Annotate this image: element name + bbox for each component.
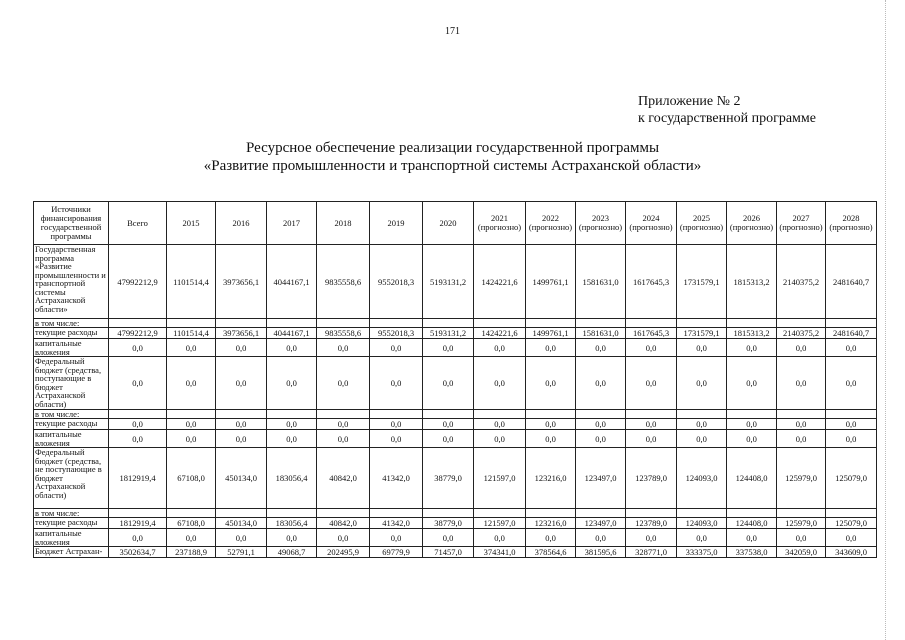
- value-cell: 123497,0: [576, 518, 626, 529]
- header-cell: 2025 (прогнозно): [677, 202, 727, 245]
- row-label: текущие расходы: [34, 328, 109, 339]
- value-cell: 0,0: [826, 419, 877, 430]
- value-cell: 41342,0: [370, 518, 423, 529]
- value-cell: 0,0: [576, 357, 626, 410]
- value-cell: 0,0: [526, 430, 576, 448]
- value-cell: 0,0: [109, 357, 167, 410]
- value-cell: 0,0: [677, 339, 727, 357]
- value-cell: 38779,0: [423, 518, 474, 529]
- value-cell: [626, 319, 677, 328]
- value-cell: [216, 410, 267, 419]
- row-label: в том числе:: [34, 410, 109, 419]
- value-cell: 0,0: [317, 357, 370, 410]
- table-row: [34, 410, 877, 419]
- value-cell: 0,0: [317, 430, 370, 448]
- value-cell: [777, 509, 826, 518]
- value-cell: 67108,0: [167, 448, 216, 509]
- document-title: [0, 139, 905, 175]
- value-cell: 0,0: [677, 357, 727, 410]
- value-cell: 237188,9: [167, 547, 216, 558]
- value-cell: 342059,0: [777, 547, 826, 558]
- row-label: в том числе:: [34, 509, 109, 518]
- header-cell: Источники финансирования государственной программы: [34, 202, 109, 245]
- table-row: [34, 448, 877, 509]
- value-cell: 0,0: [826, 430, 877, 448]
- value-cell: 0,0: [727, 357, 777, 410]
- value-cell: 0,0: [317, 339, 370, 357]
- resource-table: [33, 201, 877, 558]
- value-cell: 1812919,4: [109, 518, 167, 529]
- value-cell: 1617645,3: [626, 328, 677, 339]
- value-cell: 0,0: [576, 419, 626, 430]
- value-cell: 0,0: [677, 529, 727, 547]
- value-cell: 71457,0: [423, 547, 474, 558]
- value-cell: 9835558,6: [317, 245, 370, 319]
- value-cell: 3502634,7: [109, 547, 167, 558]
- row-label: Государственная программа «Развитие промышленности и транспортной системы Астраханской области»: [34, 245, 109, 319]
- value-cell: 123789,0: [626, 448, 677, 509]
- value-cell: [677, 410, 727, 419]
- value-cell: [423, 410, 474, 419]
- value-cell: 337538,0: [727, 547, 777, 558]
- value-cell: 49068,7: [267, 547, 317, 558]
- value-cell: 38779,0: [423, 448, 474, 509]
- value-cell: 0,0: [727, 339, 777, 357]
- value-cell: 0,0: [370, 529, 423, 547]
- row-label: текущие расходы: [34, 518, 109, 529]
- value-cell: 1581631,0: [576, 328, 626, 339]
- value-cell: [826, 509, 877, 518]
- value-cell: 0,0: [777, 339, 826, 357]
- value-cell: 0,0: [474, 529, 526, 547]
- value-cell: [727, 410, 777, 419]
- value-cell: 0,0: [423, 419, 474, 430]
- value-cell: 2140375,2: [777, 245, 826, 319]
- value-cell: [576, 319, 626, 328]
- header-cell: 2019: [370, 202, 423, 245]
- value-cell: 0,0: [526, 419, 576, 430]
- value-cell: 0,0: [474, 357, 526, 410]
- table-row: [34, 319, 877, 328]
- table-body: [34, 245, 877, 558]
- value-cell: 0,0: [370, 430, 423, 448]
- value-cell: [727, 319, 777, 328]
- value-cell: 0,0: [370, 339, 423, 357]
- value-cell: 9552018,3: [370, 245, 423, 319]
- value-cell: [370, 410, 423, 419]
- appendix-caption: [638, 93, 816, 127]
- value-cell: 121597,0: [474, 448, 526, 509]
- value-cell: 343609,0: [826, 547, 877, 558]
- value-cell: 5193131,2: [423, 245, 474, 319]
- row-label: капитальные вложения: [34, 529, 109, 547]
- table-row: [34, 547, 877, 558]
- value-cell: 1617645,3: [626, 245, 677, 319]
- value-cell: 47992212,9: [109, 245, 167, 319]
- value-cell: 0,0: [216, 419, 267, 430]
- value-cell: 123216,0: [526, 448, 576, 509]
- value-cell: 1581631,0: [576, 245, 626, 319]
- value-cell: 0,0: [474, 419, 526, 430]
- value-cell: 0,0: [727, 430, 777, 448]
- value-cell: 183056,4: [267, 448, 317, 509]
- row-label: Бюджет Астрахан-: [34, 547, 109, 558]
- value-cell: [423, 509, 474, 518]
- value-cell: 1499761,1: [526, 328, 576, 339]
- table-row: [34, 518, 877, 529]
- value-cell: 4044167,1: [267, 245, 317, 319]
- value-cell: 450134,0: [216, 518, 267, 529]
- value-cell: [526, 509, 576, 518]
- value-cell: 40842,0: [317, 448, 370, 509]
- table-row: [34, 339, 877, 357]
- value-cell: [267, 509, 317, 518]
- value-cell: [777, 410, 826, 419]
- value-cell: 125979,0: [777, 518, 826, 529]
- value-cell: 0,0: [109, 339, 167, 357]
- value-cell: 0,0: [267, 357, 317, 410]
- value-cell: [474, 509, 526, 518]
- table-row: [34, 430, 877, 448]
- value-cell: [370, 509, 423, 518]
- value-cell: 1101514,4: [167, 328, 216, 339]
- value-cell: [167, 319, 216, 328]
- value-cell: 0,0: [109, 419, 167, 430]
- value-cell: 4044167,1: [267, 328, 317, 339]
- value-cell: 0,0: [626, 419, 677, 430]
- value-cell: 47992212,9: [109, 328, 167, 339]
- value-cell: [109, 509, 167, 518]
- value-cell: 123789,0: [626, 518, 677, 529]
- table-row: [34, 245, 877, 319]
- value-cell: 0,0: [777, 529, 826, 547]
- value-cell: [267, 410, 317, 419]
- value-cell: 0,0: [216, 529, 267, 547]
- value-cell: 0,0: [167, 339, 216, 357]
- value-cell: 0,0: [167, 529, 216, 547]
- value-cell: 0,0: [216, 357, 267, 410]
- value-cell: 0,0: [826, 339, 877, 357]
- value-cell: 124408,0: [727, 518, 777, 529]
- row-label: текущие расходы: [34, 419, 109, 430]
- value-cell: 0,0: [626, 339, 677, 357]
- appendix-line-1: Приложение № 2: [638, 94, 741, 109]
- value-cell: 1815313,2: [727, 245, 777, 319]
- value-cell: 0,0: [423, 357, 474, 410]
- value-cell: [576, 509, 626, 518]
- value-cell: 202495,9: [317, 547, 370, 558]
- value-cell: [423, 319, 474, 328]
- header-cell: 2027 (прогнозно): [777, 202, 826, 245]
- value-cell: 0,0: [317, 419, 370, 430]
- value-cell: 0,0: [109, 430, 167, 448]
- header-cell: 2028 (прогнозно): [826, 202, 877, 245]
- value-cell: 0,0: [317, 529, 370, 547]
- value-cell: 0,0: [167, 419, 216, 430]
- value-cell: [626, 410, 677, 419]
- value-cell: 328771,0: [626, 547, 677, 558]
- row-label: в том числе:: [34, 319, 109, 328]
- row-label: капитальные вложения: [34, 339, 109, 357]
- value-cell: 1101514,4: [167, 245, 216, 319]
- value-cell: 0,0: [267, 529, 317, 547]
- value-cell: 0,0: [109, 529, 167, 547]
- value-cell: [317, 509, 370, 518]
- value-cell: 0,0: [677, 419, 727, 430]
- value-cell: [626, 509, 677, 518]
- value-cell: 0,0: [727, 529, 777, 547]
- table-row: [34, 328, 877, 339]
- value-cell: 0,0: [677, 430, 727, 448]
- value-cell: 1499761,1: [526, 245, 576, 319]
- value-cell: 2481640,7: [826, 245, 877, 319]
- table-row: [34, 357, 877, 410]
- value-cell: 0,0: [826, 357, 877, 410]
- value-cell: 67108,0: [167, 518, 216, 529]
- value-cell: 3973656,1: [216, 328, 267, 339]
- value-cell: 0,0: [474, 430, 526, 448]
- value-cell: [826, 410, 877, 419]
- header-cell: 2020: [423, 202, 474, 245]
- value-cell: 0,0: [576, 430, 626, 448]
- value-cell: 381595,6: [576, 547, 626, 558]
- value-cell: 0,0: [777, 357, 826, 410]
- value-cell: [826, 319, 877, 328]
- value-cell: [109, 319, 167, 328]
- value-cell: [474, 410, 526, 419]
- value-cell: [677, 319, 727, 328]
- value-cell: 0,0: [216, 430, 267, 448]
- value-cell: 0,0: [526, 357, 576, 410]
- table-row: [34, 509, 877, 518]
- value-cell: [526, 319, 576, 328]
- value-cell: 333375,0: [677, 547, 727, 558]
- value-cell: 1731579,1: [677, 245, 727, 319]
- value-cell: [727, 509, 777, 518]
- value-cell: 0,0: [370, 357, 423, 410]
- header-cell: 2017: [267, 202, 317, 245]
- value-cell: [317, 410, 370, 419]
- value-cell: 0,0: [576, 529, 626, 547]
- value-cell: 124093,0: [677, 518, 727, 529]
- value-cell: 183056,4: [267, 518, 317, 529]
- title-line-1: Ресурсное обеспечение реализации государственной программы: [245, 140, 660, 156]
- value-cell: 2481640,7: [826, 328, 877, 339]
- value-cell: 125079,0: [826, 518, 877, 529]
- value-cell: [777, 319, 826, 328]
- value-cell: 0,0: [474, 339, 526, 357]
- value-cell: 1424221,6: [474, 245, 526, 319]
- value-cell: [474, 319, 526, 328]
- header-cell: 2022 (прогнозно): [526, 202, 576, 245]
- value-cell: 124408,0: [727, 448, 777, 509]
- value-cell: 0,0: [423, 339, 474, 357]
- value-cell: [216, 319, 267, 328]
- row-label: Федеральный бюджет (средства, поступающие в бюджет Астраханской области): [34, 357, 109, 410]
- value-cell: 1812919,4: [109, 448, 167, 509]
- value-cell: 0,0: [370, 419, 423, 430]
- value-cell: 0,0: [423, 529, 474, 547]
- value-cell: 0,0: [777, 419, 826, 430]
- value-cell: 125979,0: [777, 448, 826, 509]
- header-cell: 2023 (прогнозно): [576, 202, 626, 245]
- value-cell: [167, 509, 216, 518]
- value-cell: 0,0: [267, 419, 317, 430]
- value-cell: [317, 319, 370, 328]
- value-cell: 1731579,1: [677, 328, 727, 339]
- appendix-line-2: к государственной программе: [638, 111, 816, 126]
- value-cell: 374341,0: [474, 547, 526, 558]
- value-cell: [109, 410, 167, 419]
- table-header-row: [34, 202, 877, 245]
- value-cell: 0,0: [167, 430, 216, 448]
- header-cell: 2016: [216, 202, 267, 245]
- value-cell: [526, 410, 576, 419]
- value-cell: 125079,0: [826, 448, 877, 509]
- value-cell: 0,0: [626, 357, 677, 410]
- value-cell: 5193131,2: [423, 328, 474, 339]
- value-cell: 0,0: [267, 339, 317, 357]
- value-cell: 9835558,6: [317, 328, 370, 339]
- value-cell: 0,0: [526, 339, 576, 357]
- row-label: капитальные вложения: [34, 430, 109, 448]
- value-cell: 0,0: [626, 430, 677, 448]
- value-cell: [216, 509, 267, 518]
- value-cell: 0,0: [576, 339, 626, 357]
- header-cell: 2018: [317, 202, 370, 245]
- value-cell: 0,0: [167, 357, 216, 410]
- value-cell: [167, 410, 216, 419]
- value-cell: 0,0: [777, 430, 826, 448]
- value-cell: 0,0: [267, 430, 317, 448]
- page-number: 171: [445, 26, 460, 37]
- value-cell: [370, 319, 423, 328]
- value-cell: 121597,0: [474, 518, 526, 529]
- value-cell: [576, 410, 626, 419]
- header-cell: 2024 (прогнозно): [626, 202, 677, 245]
- value-cell: 378564,6: [526, 547, 576, 558]
- value-cell: 9552018,3: [370, 328, 423, 339]
- value-cell: 1815313,2: [727, 328, 777, 339]
- page-edge-line: [885, 0, 886, 640]
- value-cell: 0,0: [423, 430, 474, 448]
- header-cell: 2021 (прогнозно): [474, 202, 526, 245]
- table-row: [34, 529, 877, 547]
- value-cell: [677, 509, 727, 518]
- value-cell: 0,0: [626, 529, 677, 547]
- value-cell: 123497,0: [576, 448, 626, 509]
- value-cell: 0,0: [526, 529, 576, 547]
- value-cell: 0,0: [826, 529, 877, 547]
- table-row: [34, 419, 877, 430]
- value-cell: 52791,1: [216, 547, 267, 558]
- value-cell: 124093,0: [677, 448, 727, 509]
- value-cell: [267, 319, 317, 328]
- value-cell: 3973656,1: [216, 245, 267, 319]
- value-cell: 69779,9: [370, 547, 423, 558]
- value-cell: 123216,0: [526, 518, 576, 529]
- row-label: Федеральный бюджет (средства, не поступающие в бюджет Астраханской области): [34, 448, 109, 509]
- value-cell: 1424221,6: [474, 328, 526, 339]
- value-cell: 40842,0: [317, 518, 370, 529]
- value-cell: 41342,0: [370, 448, 423, 509]
- header-cell: 2026 (прогнозно): [727, 202, 777, 245]
- header-cell: 2015: [167, 202, 216, 245]
- value-cell: 0,0: [727, 419, 777, 430]
- title-line-2: «Развитие промышленности и транспортной системы Астраханской области»: [203, 158, 702, 174]
- value-cell: 450134,0: [216, 448, 267, 509]
- value-cell: 2140375,2: [777, 328, 826, 339]
- header-cell: Всего: [109, 202, 167, 245]
- value-cell: 0,0: [216, 339, 267, 357]
